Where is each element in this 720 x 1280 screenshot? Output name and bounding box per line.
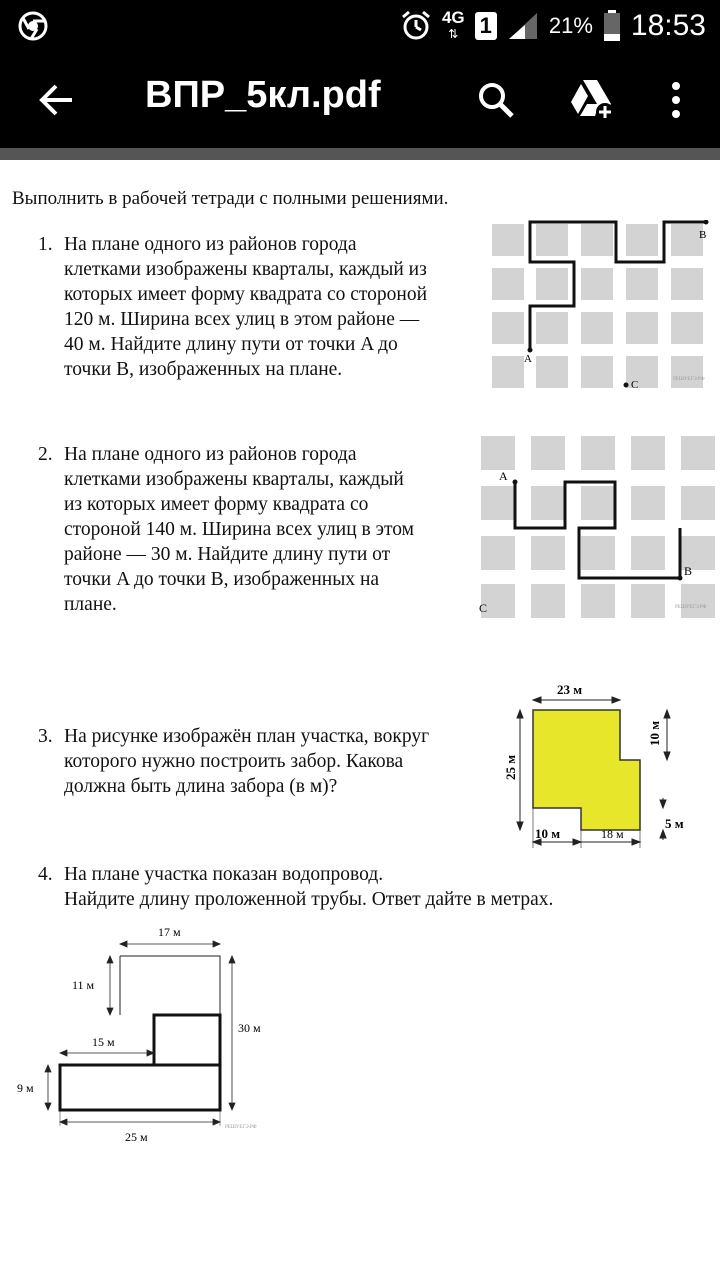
plot-shape [533, 710, 640, 830]
instructions: Выполнить в рабочей тетради с полными решениями. [12, 188, 449, 209]
arrow-left-icon [36, 80, 76, 120]
task-line: На рисунке изображён план участка, вокруг [64, 726, 430, 747]
dim-top: 17 м [158, 925, 181, 939]
watermark: РЕШУЕГЭ.РФ [225, 1125, 257, 1130]
signal-icon [507, 11, 539, 41]
chrome-icon [18, 11, 48, 41]
data-arrows-icon: ⇅ [448, 27, 459, 41]
more-options-button[interactable] [650, 74, 702, 126]
point-a-label: A [499, 469, 508, 483]
sim-badge: 1 [475, 12, 497, 40]
dim-bottom: 25 м [125, 1130, 148, 1144]
task-3 [38, 724, 488, 804]
task-text [64, 442, 414, 617]
point-a-label: A [524, 353, 532, 365]
watermark: РЕШУЕГЭ.РФ [673, 377, 705, 382]
task-line: Найдите длину проложенной трубы. Ответ дайте в метрах. [64, 889, 554, 910]
dim-mid: 15 м [92, 1035, 115, 1049]
figure-4-water-pipe-plan [10, 920, 280, 1155]
task-line: 120 м. Ширина всех улиц в этом районе — [64, 309, 420, 330]
task-line: из которых имеет форму квадрата со [64, 494, 369, 515]
search-icon [476, 80, 516, 120]
figure-1-city-plan [488, 220, 713, 395]
drive-add-icon [569, 78, 615, 122]
figure-2-city-plan [475, 432, 720, 622]
task-line: плане. [64, 594, 117, 615]
task-number: 3. [38, 726, 53, 747]
task-number: 4. [38, 864, 53, 885]
document-title: ВПР_5кл.pdf [145, 74, 381, 116]
task-line: клетками изображены кварталы, каждый [64, 469, 404, 490]
task-text [64, 862, 553, 912]
point-c-label: C [479, 601, 488, 615]
point-c-label: C [631, 379, 639, 391]
task-line: должна быть длина забора (в м)? [64, 776, 338, 797]
app-bar [0, 52, 720, 148]
dim-right-upper: 10 м [647, 720, 662, 746]
battery-icon [603, 10, 621, 42]
task-number: 1. [38, 234, 53, 255]
back-button[interactable] [30, 74, 82, 126]
dim-bottom-left: 10 м [535, 826, 561, 841]
task-text [64, 232, 427, 382]
network-type: 4G [441, 8, 465, 27]
task-2 [38, 442, 468, 622]
add-to-drive-button[interactable] [566, 74, 618, 126]
page-scroll-bar [0, 148, 720, 160]
point-b-label: B [699, 229, 707, 241]
dim-top: 23 м [557, 682, 583, 697]
task-line: На плане участка показан водопровод. [64, 864, 384, 885]
task-line: которого нужно построить забор. Какова [64, 751, 404, 772]
figure-3-plot-plan [495, 680, 695, 865]
dim-right: 30 м [238, 1021, 261, 1035]
task-line: районе — 30 м. Найдите длину пути от [64, 544, 391, 565]
task-text [64, 724, 429, 799]
task-4 [38, 862, 678, 917]
search-button[interactable] [470, 74, 522, 126]
dim-bottom-right: 18 м [601, 827, 624, 841]
task-number: 2. [38, 444, 53, 465]
status-bar [0, 0, 720, 52]
dim-left: 9 м [17, 1081, 34, 1095]
task-line: точки B, изображенных на плане. [64, 359, 343, 380]
dim-right-lower: 5 м [665, 816, 684, 831]
clock: 18:53 [630, 9, 706, 42]
point-b-label: B [684, 564, 693, 578]
dim-upper-left: 11 м [72, 978, 95, 992]
more-vert-icon [670, 80, 682, 120]
watermark: РЕШУЕГЭ.РФ [675, 605, 707, 610]
pipe-line [60, 1015, 220, 1110]
dim-left: 25 м [503, 754, 518, 780]
task-line: которых имеет форму квадрата со стороной [64, 284, 428, 305]
task-line: 40 м. Найдите длину пути от точки A до [64, 334, 398, 355]
task-line: стороной 140 м. Ширина всех улиц в этом [64, 519, 414, 540]
battery-percent: 21% [548, 13, 593, 38]
task-line: точки A до точки B, изображенных на [64, 569, 380, 590]
pdf-page[interactable] [0, 160, 720, 1280]
task-1 [38, 232, 478, 392]
task-line: На плане одного из районов города [64, 234, 357, 255]
task-line: На плане одного из районов города [64, 444, 357, 465]
task-line: клетками изображены кварталы, каждый из [64, 259, 427, 280]
alarm-icon [400, 10, 432, 42]
